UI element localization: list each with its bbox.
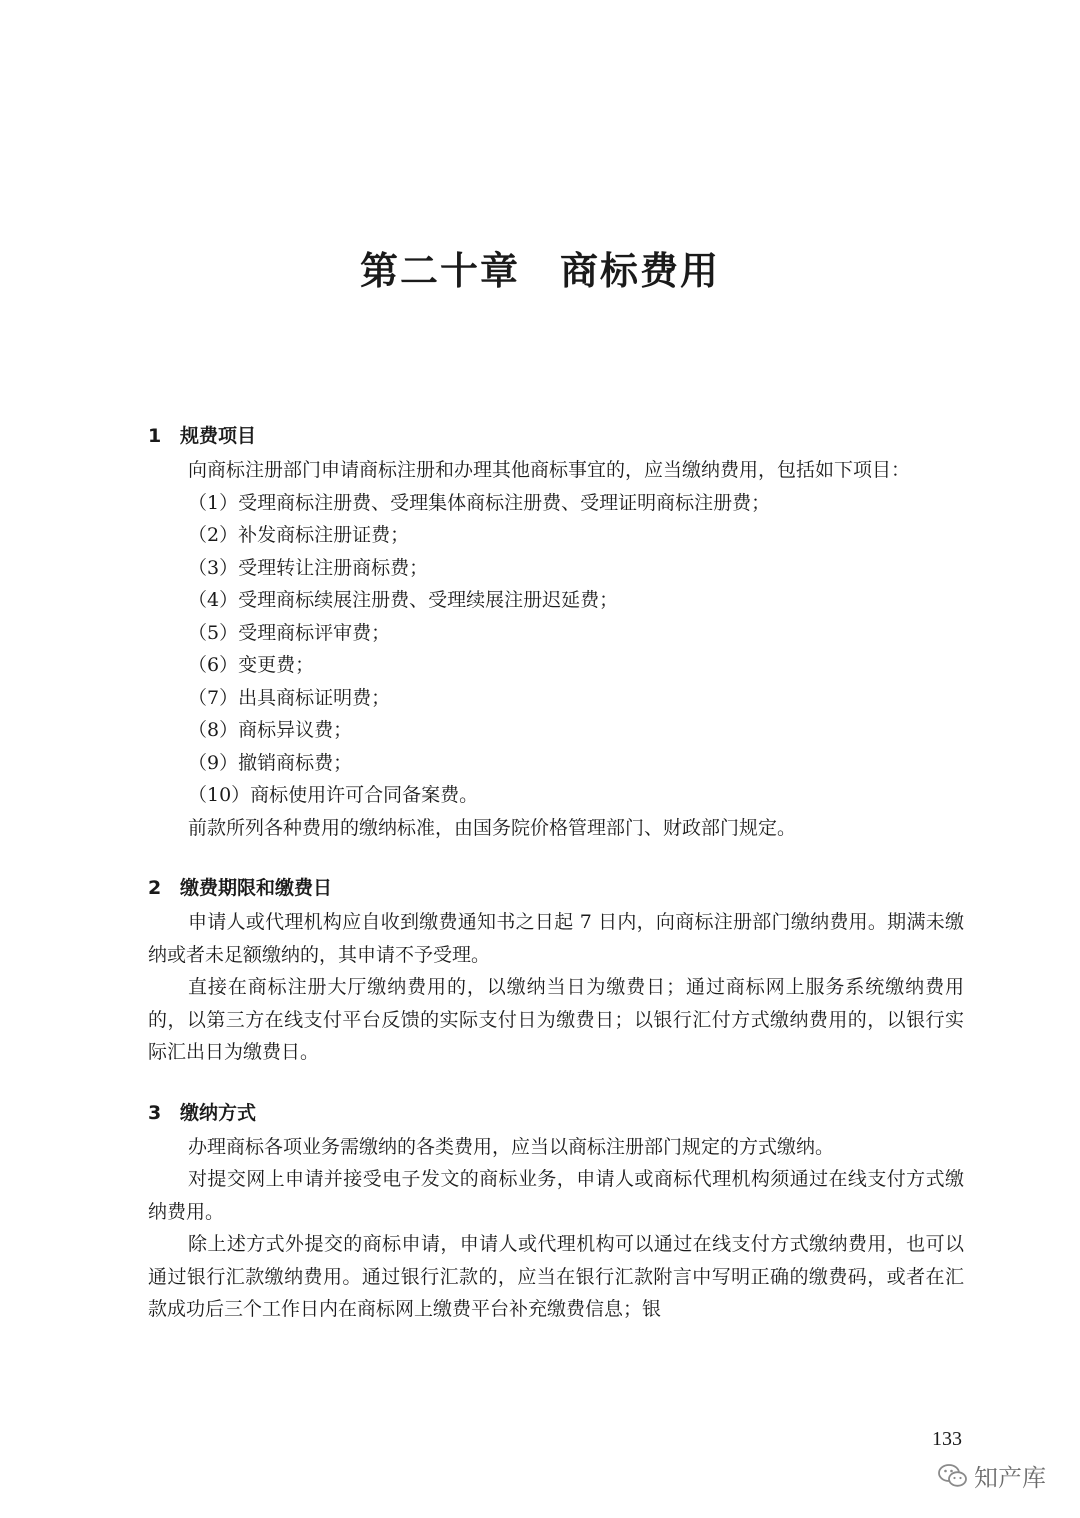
section-heading: 2 缴费期限和缴费日 [148, 877, 333, 899]
list-item: （4）受理商标续展注册费、受理续展注册迟延费； [188, 589, 619, 611]
paragraph: 直接在商标注册大厅缴纳费用的，以缴纳当日为缴费日；通过商标网上服务系统缴纳费用的，以第三方在线支付平台反馈的实际支付日为缴费日；以银行汇付方式缴纳费用的，以银行实际汇出日为缴费日。 [148, 976, 964, 1063]
list-item: （6）变更费； [188, 654, 315, 676]
wechat-icon [938, 1463, 968, 1489]
section-heading: 1 规费项目 [148, 425, 257, 447]
watermark-text: 知产库 [974, 1464, 1046, 1492]
paragraph: 向商标注册部门申请商标注册和办理其他商标事宜的，应当缴纳费用，包括如下项目： [188, 459, 911, 481]
paragraph: 前款所列各种费用的缴纳标准，由国务院价格管理部门、财政部门规定。 [188, 816, 797, 839]
paragraph: 除上述方式外提交的商标申请，申请人或代理机构可以通过在线支付方式缴纳费用，也可以通过银行汇款缴纳费用。通过银行汇款的，应当在银行汇款附言中写明正确的缴费码，或者在汇款成功后三个工作日内在商标网上缴费平台补充缴费信息；银 [148, 1233, 964, 1320]
paragraph: 办理商标各项业务需缴纳的各类费用，应当以商标注册部门规定的方式缴纳。 [188, 1135, 835, 1158]
list-item: （9）撤销商标费； [188, 751, 353, 774]
watermark [938, 1458, 1046, 1493]
list-item: （3）受理转让注册商标费； [188, 556, 429, 579]
list-item: （5）受理商标评审费； [188, 621, 391, 644]
list-item: （7）出具商标证明费； [188, 686, 391, 709]
chapter-title [0, 240, 1080, 295]
section-3 [148, 1097, 964, 1326]
list-item: （8）商标异议费； [188, 719, 353, 741]
list-item: （10）商标使用许可合同备案费。 [188, 784, 479, 806]
section-2 [148, 872, 964, 1069]
section-heading: 3 缴纳方式 [148, 1101, 257, 1124]
list-item: （1）受理商标注册费、受理集体商标注册费、受理证明商标注册费； [188, 491, 771, 514]
chapter-name: 商标费用 [560, 248, 721, 293]
chapter-number: 第二十章 [359, 248, 520, 293]
paragraph: 对提交网上申请并接受电子发文的商标业务，申请人或商标代理机构须通过在线支付方式缴纳费用。 [148, 1168, 964, 1223]
list-item: （2）补发商标注册证费； [188, 524, 410, 546]
paragraph: 申请人或代理机构应自收到缴费通知书之日起 7 日内，向商标注册部门缴纳费用。期满未缴纳或者未足额缴纳的，其申请不予受理。 [148, 911, 964, 966]
page-content [148, 420, 964, 1354]
page-number: 133 [932, 1428, 962, 1450]
section-1 [148, 420, 964, 844]
